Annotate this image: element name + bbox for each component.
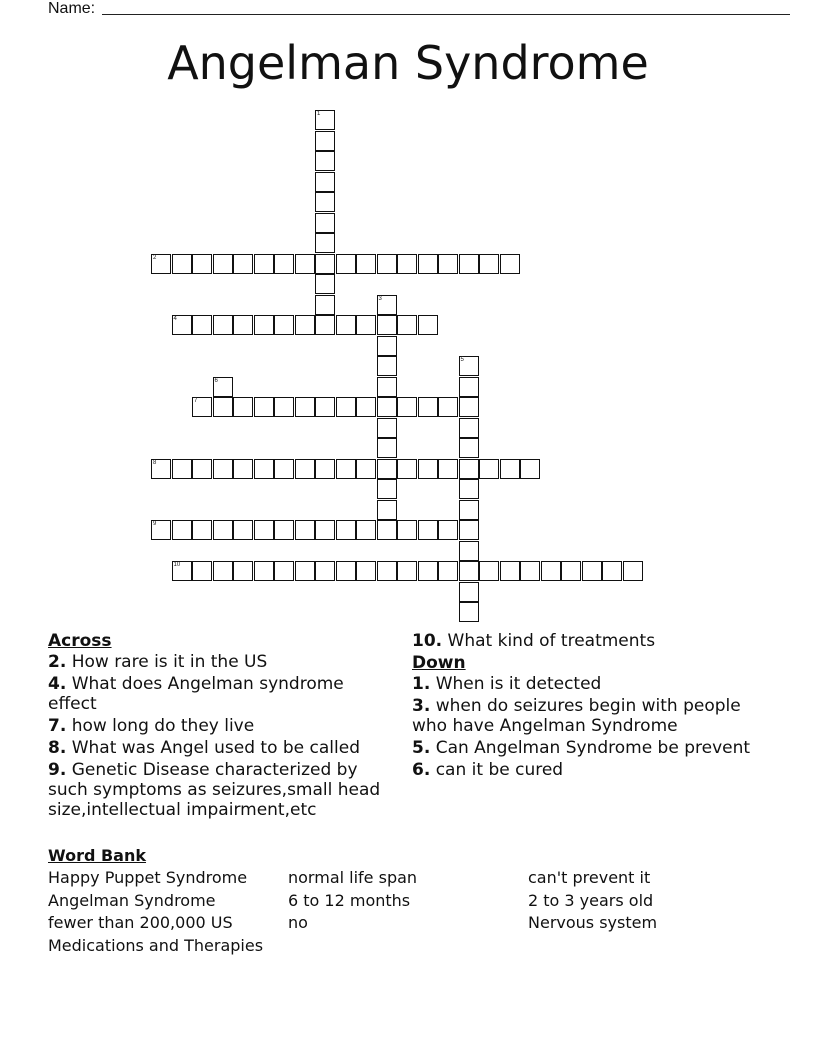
crossword-cell[interactable] [459,500,479,520]
crossword-cell[interactable] [336,254,356,274]
crossword-cell[interactable] [438,520,458,540]
crossword-cell[interactable] [233,397,253,417]
crossword-cell[interactable] [315,459,335,479]
crossword-cell[interactable] [315,131,335,151]
crossword-cell[interactable] [377,336,397,356]
crossword-cell[interactable] [213,459,233,479]
clues-right-column [412,631,762,782]
clue-number: 6 [214,377,218,384]
crossword-cell[interactable] [233,315,253,335]
crossword-cell[interactable] [418,397,438,417]
crossword-cell[interactable] [295,254,315,274]
clue-across-4: 4. What does Angelman syndrome effect [48,674,344,714]
clue-across-10: 10. What kind of treatments [412,631,656,651]
crossword-cell[interactable] [336,459,356,479]
crossword-cell[interactable] [459,438,479,458]
word-bank-item: Happy Puppet Syndrome [48,868,248,887]
crossword-cell[interactable] [213,520,233,540]
crossword-cell[interactable] [233,459,253,479]
crossword-cell[interactable] [377,418,397,438]
crossword-cell[interactable] [254,397,274,417]
crossword-cell[interactable] [274,315,294,335]
word-bank-title: Word Bank [48,846,147,865]
crossword-cell[interactable] [397,520,417,540]
crossword-cell[interactable] [438,561,458,581]
clue-number: 5 [460,357,464,363]
crossword-cell[interactable] [377,377,397,397]
crossword-cell[interactable] [172,315,192,335]
clue-across-2: 2. How rare is it in the US [48,652,268,672]
clue-down-5: 5. Can Angelman Syndrome be prevent [412,738,751,758]
clue-down-1: 1. When is it detected [412,674,602,694]
crossword-cell[interactable] [356,254,376,274]
crossword-cell[interactable] [192,397,212,417]
page-title: Angelman Syndrome [167,36,649,90]
crossword-cell[interactable] [459,479,479,499]
crossword-cell[interactable] [315,151,335,171]
crossword-cell[interactable] [479,459,499,479]
crossword-cell[interactable] [377,397,397,417]
crossword-cell[interactable] [438,459,458,479]
crossword-cell[interactable] [459,582,479,602]
crossword-cell[interactable] [356,315,376,335]
crossword-cell[interactable] [315,520,335,540]
crossword-cell[interactable] [356,397,376,417]
crossword-cell[interactable] [192,520,212,540]
clue-number: 7 [194,398,198,404]
crossword-cell[interactable] [192,315,212,335]
crossword-cell[interactable] [192,561,212,581]
crossword-cell[interactable] [377,561,397,581]
word-bank-item: normal life span [288,868,418,887]
crossword-cell[interactable] [274,397,294,417]
crossword-cell[interactable] [233,561,253,581]
crossword-cell[interactable] [254,254,274,274]
crossword-cell[interactable] [172,520,192,540]
crossword-cell[interactable] [397,254,417,274]
crossword-cell[interactable] [377,295,397,315]
crossword-cell[interactable] [233,254,253,274]
crossword-cell[interactable] [377,500,397,520]
crossword-cell[interactable] [418,561,438,581]
crossword-cell[interactable] [315,315,335,335]
crossword-cell[interactable] [295,561,315,581]
crossword-cell[interactable] [459,602,479,622]
crossword-cell[interactable] [561,561,581,581]
clue-across-9: 9. Genetic Disease characterized by such symptoms as seizures,small head size,intellectual impairment,etc [48,760,381,820]
crossword-cell[interactable] [192,254,212,274]
crossword-cell[interactable] [295,520,315,540]
crossword-cell[interactable] [459,254,479,274]
crossword-cell[interactable] [459,459,479,479]
crossword-cell[interactable] [315,561,335,581]
crossword-cell[interactable] [315,110,335,130]
crossword-cell[interactable] [172,459,192,479]
clue-number: 3 [378,295,382,302]
crossword-cell[interactable] [172,561,192,581]
clue-number: 8 [153,459,157,466]
down-heading: Down [412,653,466,673]
clue-down-3: 3. when do seizures begin with people who have Angelman Syndrome [412,696,741,736]
clues-left-column [48,631,393,822]
crossword-cell[interactable] [254,315,274,335]
clue-number: 10 [173,562,181,568]
crossword-cell[interactable] [274,254,294,274]
crossword-cell[interactable] [500,561,520,581]
crossword-cell[interactable] [377,479,397,499]
crossword-cell[interactable] [315,233,335,253]
crossword-cell[interactable] [459,541,479,561]
crossword-cell[interactable] [459,520,479,540]
word-bank-item: Angelman Syndrome [48,890,216,910]
crossword-cell[interactable] [192,459,212,479]
crossword-cell[interactable] [254,520,274,540]
word-bank-item: 2 to 3 years old [528,890,654,910]
crossword-cell[interactable] [582,561,602,581]
crossword-cell[interactable] [213,561,233,581]
crossword-cell[interactable] [254,459,274,479]
crossword-cell[interactable] [254,561,274,581]
clue-across-8: 8. What was Angel used to be called [48,738,361,758]
crossword-cell[interactable] [356,459,376,479]
crossword-cell[interactable] [315,172,335,192]
crossword-cell[interactable] [213,377,233,397]
crossword-cell[interactable] [315,274,335,294]
clue-number: 2 [153,254,157,261]
crossword-cell[interactable] [151,459,171,479]
crossword-cell[interactable] [500,254,520,274]
word-bank-item: no [288,913,308,932]
crossword-cell[interactable] [315,295,335,315]
crossword-cell[interactable] [274,459,294,479]
crossword-cell[interactable] [377,520,397,540]
crossword-cell[interactable] [295,315,315,335]
crossword-cell[interactable] [459,377,479,397]
crossword-cell[interactable] [295,459,315,479]
clue-number: 1 [317,111,321,117]
crossword-cell[interactable] [336,561,356,581]
crossword-cell[interactable] [172,254,192,274]
crossword-cell[interactable] [397,561,417,581]
crossword-cell[interactable] [274,561,294,581]
crossword-cell[interactable] [459,561,479,581]
crossword-cell[interactable] [459,356,479,376]
crossword-cell[interactable] [459,418,479,438]
crossword-cell[interactable] [295,397,315,417]
crossword-cell[interactable] [377,459,397,479]
clue-number: 4 [173,316,177,322]
crossword-cell[interactable] [274,520,294,540]
crossword-cell[interactable] [479,561,499,581]
crossword-cell[interactable] [623,561,643,581]
crossword-cell[interactable] [418,254,438,274]
crossword-cell[interactable] [397,397,417,417]
crossword-cell[interactable] [479,254,499,274]
word-bank-item: can't prevent it [528,868,651,887]
crossword-cell[interactable] [500,459,520,479]
crossword-cell[interactable] [213,254,233,274]
crossword-cell[interactable] [377,356,397,376]
crossword-cell[interactable] [315,397,335,417]
crossword-cell[interactable] [151,254,171,274]
clue-across-7: 7. how long do they live [48,716,255,736]
name-label: Name: [48,0,96,17]
crossword-cell[interactable] [233,520,253,540]
clue-number: 9 [153,521,157,527]
crossword-cell[interactable] [336,397,356,417]
crossword-cell[interactable] [418,520,438,540]
clue-down-6: 6. can it be cured [412,760,564,780]
crossword-cell[interactable] [377,254,397,274]
crossword-cell[interactable] [151,520,171,540]
crossword-cell[interactable] [336,520,356,540]
crossword-cell[interactable] [418,459,438,479]
crossword-cell[interactable] [520,561,540,581]
across-heading: Across [48,631,112,651]
crossword-cell[interactable] [213,315,233,335]
crossword-cell[interactable] [397,459,417,479]
crossword-cell[interactable] [397,315,417,335]
crossword-cell[interactable] [315,192,335,212]
word-bank [48,846,768,955]
crossword-cell[interactable] [377,315,397,335]
crossword-cell[interactable] [541,561,561,581]
crossword-cell[interactable] [520,459,540,479]
crossword-cell[interactable] [459,397,479,417]
word-bank-item: Nervous system [528,913,658,932]
crossword-cell[interactable] [336,315,356,335]
crossword-cell[interactable] [438,397,458,417]
crossword-cell[interactable] [377,438,397,458]
word-bank-item: fewer than 200,000 US [48,913,233,932]
crossword-cell[interactable] [356,520,376,540]
crossword-cell[interactable] [418,315,438,335]
crossword-cell[interactable] [315,254,335,274]
word-bank-item: 6 to 12 months [288,890,411,910]
crossword-cell[interactable] [438,254,458,274]
word-bank-item: Medications and Therapies [48,935,264,955]
word-bank-list [48,868,768,955]
crossword-cell[interactable] [602,561,622,581]
crossword-cell[interactable] [315,213,335,233]
crossword-cell[interactable] [213,397,233,417]
crossword-cell[interactable] [356,561,376,581]
